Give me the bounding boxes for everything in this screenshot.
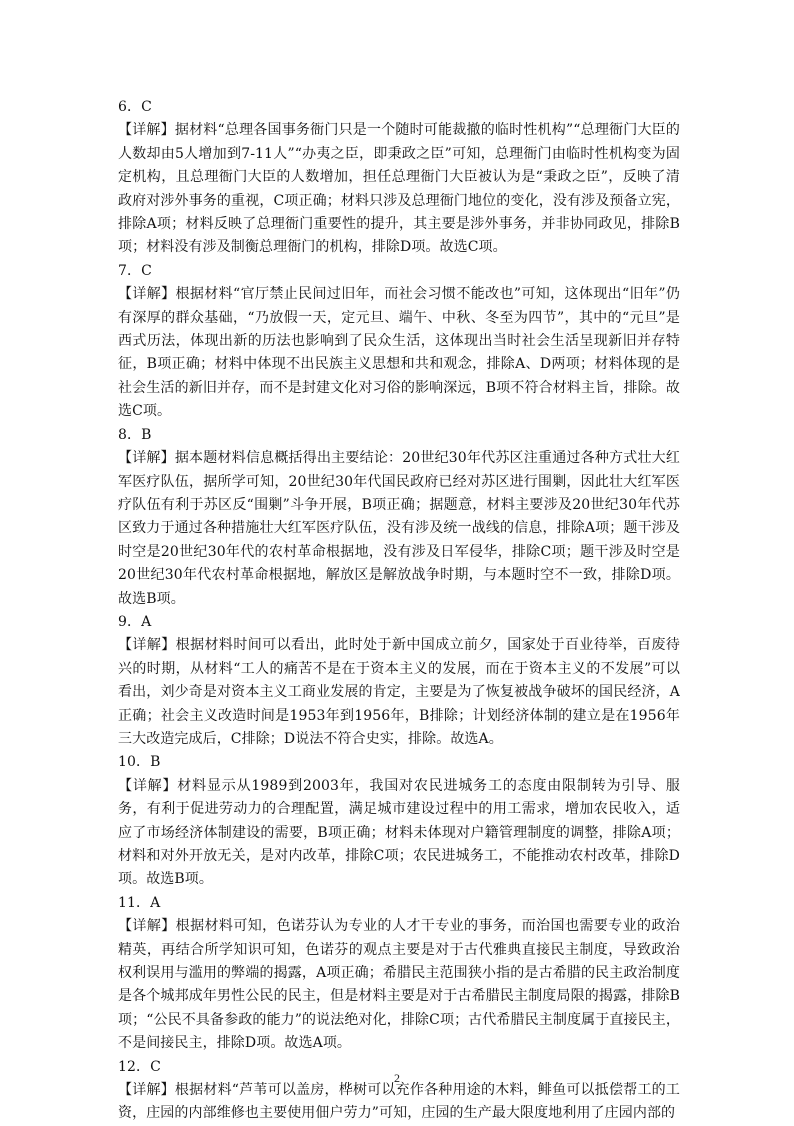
answer-10: 10．B	[118, 754, 161, 771]
explanation-8: 【详解】据本题材料信息概括得出主要结论：20世纪30年代苏区注重通过各种方式壮大红军医疗队伍，据所学可知，20世纪30年代国民政府已经对苏区进行围剿，因此壮大红军医疗队伍有利于苏区反“围剿”斗争开展，B项正确；据题意，材料主要涉及20世纪30年代苏区致力于通过各种措施壮大红军医疗队伍，没有涉及统一战线的信息，排除A项；题干涉及时空是20世纪30年代的农村革命根据地，没有涉及日军侵华，排除C项；题干涉及时空是20世纪30年代农村革命根据地，解放区是解放战争时期，与本题时空不一致，排除D项。故选B项。	[118, 450, 680, 607]
answer-11: 11．A	[118, 894, 161, 911]
answer-12: 12．C	[118, 1058, 161, 1075]
explanation-6: 【详解】据材料“总理各国事务衙门只是一个随时可能裁撤的临时性机构”“总理衙门大臣的人数却由5人增加到7-11人”“办夷之臣，即秉政之臣”可知，总理衙门由临时性机构变为固定机构，且总理衙门大臣的人数增加，担任总理衙门大臣被认为是“秉政之臣”，反映了清政府对涉外事务的重视，C项正确；材料只涉及总理衙门地位的变化，没有涉及预备立宪，排除A项；材料反映了总理衙门重要性的提升，其主要是涉外事务，并非协同政见，排除B项；材料没有涉及制衡总理衙门的机构，排除D项。故选C项。	[118, 122, 680, 256]
explanation-11: 【详解】根据材料可知，色诺芬认为专业的人才干专业的事务，而治国也需要专业的政治精英，再结合所学知识可知，色诺芬的观点主要是对于古代雅典直接民主制度，导致政治权利误用与滥用的弊端的揭露，A项正确；希腊民主范围狭小指的是古希腊的民主政治制度是各个城邦成年男性公民的民主，但是材料主要是对于古希腊民主制度局限的揭露，排除B项；“公民不具备参政的能力”的说法绝对化，排除C项；古代希腊民主制度属于直接民主，不是间接民主，排除D项。故选A项。	[118, 918, 680, 1052]
explanation-7: 【详解】根据材料“官厅禁止民间过旧年，而社会习惯不能改也”可知，这体现出“旧年”仍有深厚的群众基础，“乃放假一天，定元旦、端午、中秋、冬至为四节”，其中的“元旦”是西式历法，体现出新的历法也影响到了民众生活，这体现出当时社会生活呈现新旧并存特征，B项正确；材料中体现不出民族主义思想和共和观念，排除A、D两项；材料体现的是社会生活的新旧并存，而不是封建文化对习俗的影响深远，B项不符合材料主旨，排除。故选C项。	[118, 286, 680, 420]
explanation-9: 【详解】根据材料时间可以看出，此时处于新中国成立前夕，国家处于百业待举，百废待兴的时期，从材料“工人的痛苦不是在于资本主义的发展，而在于资本主义的不发展”可以看出，刘少奇是对资本主义工商业发展的肯定，主要是为了恢复被战争破坏的国民经济，A正确；社会主义改造时间是1953年到1956年，B排除；计划经济体制的建立是在1956年三大改造完成后，C排除；D说法不符合史实，排除。故选A。	[118, 637, 680, 747]
page-number: 2	[394, 1071, 400, 1085]
answer-9: 9．A	[118, 613, 152, 630]
explanation-10: 【详解】材料显示从1989到2003年，我国对农民进城务工的态度由限制转为引导、服务，有利于促进劳动力的合理配置，满足城市建设过程中的用工需求，增加农民收入，适应了市场经济体制建设的需要，B项正确；材料未体现对户籍管理制度的调整，排除A项；材料和对外开放无关，是对内改革，排除C项；农民进城务工，不能推动农村改革，排除D项。故选B项。	[118, 777, 680, 888]
answer-6: 6．C	[118, 99, 152, 115]
answer-key-content	[118, 96, 680, 1126]
answer-8: 8．B	[118, 426, 152, 443]
answer-7: 7．C	[118, 262, 152, 279]
explanation-12: 【详解】根据材料“芦苇可以盖房，桦树可以充作各种用途的木料，鲱鱼可以抵偿帮工的工资，庄园的内部维修也主要使用佃户劳力”可知，庄园的生产最大限度地利用了庄园内部的	[118, 1082, 680, 1122]
